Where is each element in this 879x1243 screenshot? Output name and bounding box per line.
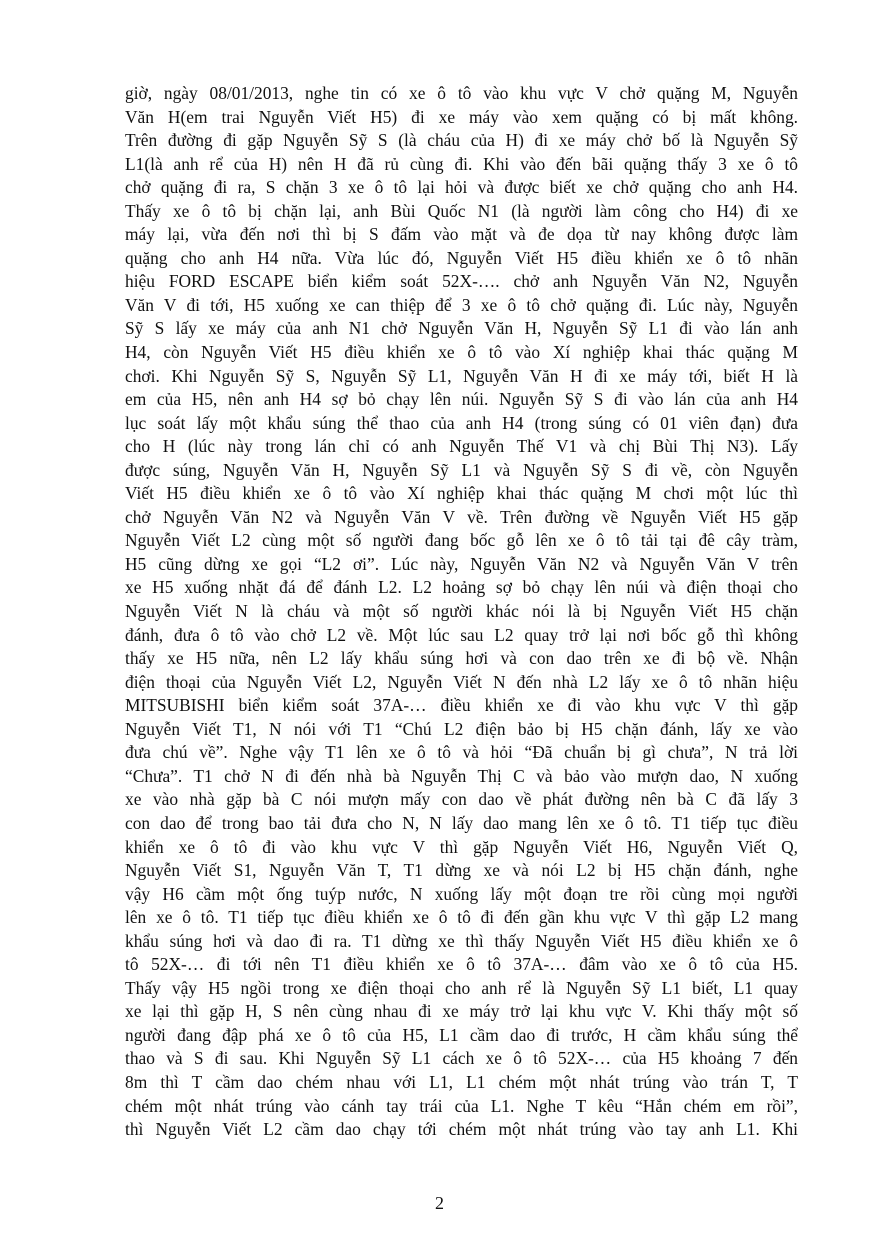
text-line: cho H (lúc này trong lán chỉ có anh Nguyễn Thế V1 và chị Bùi Thị N3). Lấy bbox=[125, 436, 798, 457]
text-line: thì Nguyễn Viết L2 cầm dao chạy tới chém một nhát trúng vào tay anh L1. Khi bbox=[125, 1119, 798, 1140]
text-line: Sỹ S lấy xe máy của anh N1 chở Nguyễn Văn H, Nguyễn Sỹ L1 đi vào lán anh bbox=[125, 318, 798, 339]
text-line: Nguyễn Viết N là cháu và một số người khác nói là bị Nguyễn Viết H5 chặn bbox=[125, 601, 798, 622]
page-number: 2 bbox=[435, 1193, 444, 1213]
text-line: được súng, Nguyễn Văn H, Nguyễn Sỹ L1 và Nguyễn Sỹ S đi về, còn Nguyễn bbox=[125, 459, 798, 480]
text-line: điện thoại của Nguyễn Viết L2, Nguyễn Viết N đến nhà L2 lấy xe ô tô nhãn hiệu bbox=[125, 671, 798, 692]
text-line: H5 cũng dừng xe gọi “L2 ơi”. Lúc này, Nguyễn Văn N2 và Nguyễn Văn V trên bbox=[125, 553, 798, 574]
text-line: lên xe ô tô. T1 tiếp tục điều khiển xe ô tô đi đến gần khu vực V thì gặp L2 mang bbox=[125, 907, 798, 928]
text-line: người đang đập phá xe ô tô của H5, L1 cầm dao đi trước, H cầm khẩu súng thể bbox=[125, 1024, 798, 1045]
text-line: chở quặng đi ra, S chặn 3 xe ô tô lại hỏi và được biết xe chở quặng cho anh H4. bbox=[125, 177, 798, 198]
text-line: Văn H(em trai Nguyễn Viết H5) đi xe máy vào xem quặng có bị mất không. bbox=[125, 106, 798, 127]
text-line: Trên đường đi gặp Nguyễn Sỹ S (là cháu của H) đi xe máy chở bố là Nguyễn Sỹ bbox=[125, 130, 798, 151]
text-line: quặng cho anh H4 nữa. Vừa lúc đó, Nguyễn Viết H5 điều khiển xe ô tô nhãn bbox=[125, 247, 798, 268]
text-line: hiệu FORD ESCAPE biển kiểm soát 52X-…. chở anh Nguyễn Văn N2, Nguyễn bbox=[125, 271, 798, 292]
text-line: thao và S đi sau. Khi Nguyễn Sỹ L1 cách xe ô tô 52X-… của H5 khoảng 7 đến bbox=[125, 1048, 798, 1069]
text-line: máy lại, vừa đến nơi thì bị S đấm vào mặt và đe dọa từ nay không được làm bbox=[125, 224, 798, 245]
text-line: xe vào nhà gặp bà C nói mượn mấy con dao về phát đường nên bà C đã lấy 3 bbox=[125, 789, 798, 810]
text-line: vậy H6 cầm một ống tuýp nước, N xuống lấy một đoạn tre rồi cùng mọi người bbox=[125, 883, 798, 904]
text-line: khiển xe ô tô đi vào khu vực V thì gặp Nguyễn Viết H6, Nguyễn Viết Q, bbox=[125, 836, 798, 857]
text-line: Nguyễn Viết T1, N nói với T1 “Chú L2 điện bảo bị H5 chặn đánh, lấy xe vào bbox=[125, 718, 798, 739]
text-line: chém một nhát trúng vào cánh tay trái của L1. Nghe T kêu “Hắn chém em rồi”, bbox=[125, 1095, 798, 1116]
text-line: khẩu súng hơi và dao đi ra. T1 dừng xe thì thấy Nguyễn Viết H5 điều khiển xe ô bbox=[125, 930, 798, 951]
text-line: xe H5 xuống nhặt đá để đánh L2. L2 hoảng sợ bỏ chạy lên núi và điện thoại cho bbox=[125, 577, 798, 598]
text-line: chở Nguyễn Văn N2 và Nguyễn Văn V về. Trên đường về Nguyễn Viết H5 gặp bbox=[125, 506, 798, 527]
text-line: em của H5, nên anh H4 sợ bỏ chạy lên núi. Nguyễn Sỹ S đi vào lán của anh H4 bbox=[125, 389, 798, 410]
text-line: MITSUBISHI biển kiểm soát 37A-… điều khiển xe đi vào khu vực V thì gặp bbox=[125, 695, 798, 716]
text-line: Nguyễn Viết L2 cùng một số người đang bốc gỗ lên xe ô tô tải tại đê cây tràm, bbox=[125, 530, 798, 551]
text-line: tô 52X-… đi tới nên T1 điều khiển xe ô tô 37A-… đâm vào xe ô tô của H5. bbox=[125, 954, 798, 975]
text-line: Nguyễn Viết S1, Nguyễn Văn T, T1 dừng xe và nói L2 bị H5 chặn đánh, nghe bbox=[125, 860, 798, 881]
text-line: L1(là anh rể của H) nên H đã rủ cùng đi. Khi vào đến bãi quặng thấy 3 xe ô tô bbox=[125, 153, 798, 174]
text-line: H4, còn Nguyễn Viết H5 điều khiển xe ô tô vào Xí nghiệp khai thác quặng M bbox=[125, 342, 798, 363]
body-text bbox=[125, 82, 798, 1142]
text-line: thấy xe H5 nữa, nên L2 lấy khẩu súng hơi và con dao trên xe đi bộ về. Nhận bbox=[125, 648, 798, 669]
text-line: Viết H5 điều khiển xe ô tô vào Xí nghiệp khai thác quặng M chơi một lúc thì bbox=[125, 483, 798, 504]
text-line: lục soát lấy một khẩu súng thể thao của anh H4 (trong súng có 01 viên đạn) đưa bbox=[125, 412, 798, 433]
text-line: đánh, đưa ô tô vào chở L2 về. Một lúc sau L2 quay trở lại nơi bốc gỗ thì không bbox=[125, 624, 798, 645]
text-line: xe lại thì gặp H, S nên cùng nhau đi xe máy trở lại khu vực V. Khi thấy một số bbox=[125, 1001, 798, 1022]
text-line: Thấy xe ô tô bị chặn lại, anh Bùi Quốc N1 (là người làm công cho H4) đi xe bbox=[125, 200, 798, 221]
text-line: Văn V đi tới, H5 xuống xe can thiệp để 3 xe ô tô chở quặng đi. Lúc này, Nguyễn bbox=[125, 294, 798, 315]
text-line: con dao để trong bao tải đưa cho N, N lấy dao mang lên xe ô tô. T1 tiếp tục điều bbox=[125, 812, 798, 833]
text-line: giờ, ngày 08/01/2013, nghe tin có xe ô tô vào khu vực V chở quặng M, Nguyễn bbox=[125, 83, 798, 103]
text-line: “Chưa”. T1 chở N đi đến nhà bà Nguyễn Thị C và bảo vào mượn dao, N xuống bbox=[125, 765, 798, 786]
text-line: chơi. Khi Nguyễn Sỹ S, Nguyễn Sỹ L1, Nguyễn Văn H đi xe máy tới, biết H là bbox=[125, 365, 798, 386]
text-line: Thấy vậy H5 ngồi trong xe điện thoại cho anh rể là Nguyễn Sỹ L1 biết, L1 quay bbox=[125, 977, 798, 998]
text-line: 8m thì T cầm dao chém nhau với L1, L1 chém một nhát trúng vào trán T, T bbox=[125, 1071, 798, 1092]
text-line: đưa chú về”. Nghe vậy T1 lên xe ô tô và hỏi “Đã chuẩn bị gì chưa”, N trả lời bbox=[125, 742, 798, 763]
